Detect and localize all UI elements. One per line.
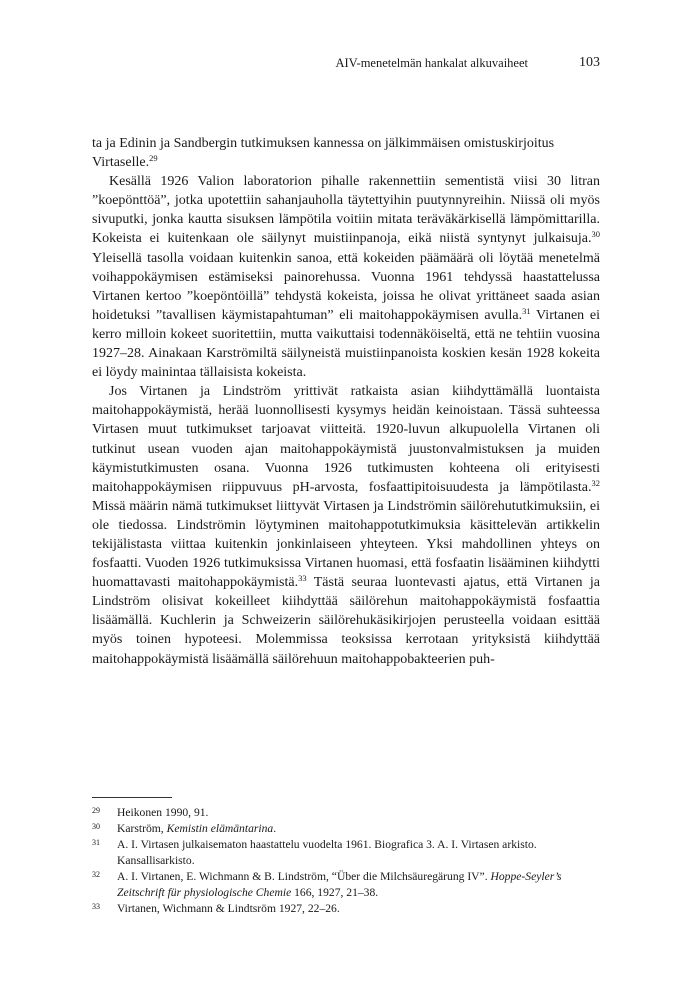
footnote <box>92 805 600 821</box>
footnote-number: 32 <box>92 870 100 879</box>
footnote <box>92 901 600 917</box>
footnote-title: Hoppe-Seyler’s Zeitschrift für physiologische Chemie <box>117 870 562 899</box>
footnote-text: Heikonen 1990, 91. <box>117 806 209 819</box>
footnote-text: Karström, <box>117 822 167 835</box>
footnote-ref: 32 <box>591 477 600 488</box>
paragraph <box>92 172 600 382</box>
footnote <box>92 821 600 837</box>
paragraph-text: Tästä seuraa luontevasti ajatus, että Virtanen ja Lindström olisivat kokeilleet kiihdyttää säilörehun maitohappokäymistä fosfaattia lisäämällä. Kuchlerin ja Schweizerin säilörehukäsikirjojen perusteella voidaan esittää myös toinen hypoteesi. Molemmissa teoksissa kerrotaan yrityksistä kiihdyttää maitohappokäymistä lisäämällä säilörehuun maitohappobakteerien puh- <box>92 575 600 667</box>
footnote-ref: 33 <box>298 573 307 584</box>
paragraph-continued <box>92 134 600 172</box>
paragraph-text: Yleisellä tasolla voidaan kuitenkin sanoa, että kokeiden päämäärä oli löytää menetelmä voihappokäymisen estämiseksi painorehussa. Vuonna 1961 tehdyssä haastattelussa Virtanen kertoo ”koepöntöillä” tehdystä kokeista, joissa he olivat yrittäneet saada asian hoidetuksi ”tavallisen käymistapahtuman” eli maitohappokäymisen avulla. <box>92 250 600 323</box>
footnote-text: A. I. Virtanen, E. Wichmann & B. Lindström, “Über die Milchsäuregärung IV”. <box>117 870 491 883</box>
page-number: 103 <box>579 55 600 70</box>
body-text <box>92 134 600 669</box>
footnote-text: Virtanen, Wichmann & Lindtsröm 1927, 22–26. <box>117 902 340 915</box>
paragraph-text: Jos Virtanen ja Lindström yrittivät ratkaista asian kiihdyttämällä luontaista maitohappokäymistä, herää luonnollisesti kysymys heidän keinoistaan. Tässä suhteessa Virtasen muut tutkimukset tarjoavat viitteitä. 1920-luvun alkupuolella Virtanen oli tutkinut usean vuoden ajan maitohappokäymistä juustonvalmistuksen ja muiden käymistutkimusten osana. Vuonna 1926 tutkimusten kohteena oli erityisesti maitohappokäymisen riippuvuus pH-arvosta, fosfaattipitoisuudesta ja lämpötilasta. <box>92 384 600 495</box>
footnote <box>92 869 600 901</box>
paragraph <box>92 382 600 668</box>
paragraph-text: Missä määrin nämä tutkimukset liittyvät Virtasen ja Lindströmin säilörehututkimuksiin, ei ole tiedossa. Lindströmin löytyminen maitohappotutkimuksia käsittelevän artikkelin tekijälistasta viittaa kuitenkin jonkinlaiseen yhteyteen. Yksi mahdollinen yhteys on fosfaatti. Vuoden 1926 tutkimuksissa Virtanen huomasi, että fosfaatin lisääminen kiihdytti huomattavasti maitohappokäymistä. <box>92 498 600 591</box>
footnote <box>92 837 600 869</box>
footnote-number: 33 <box>92 902 100 911</box>
footnote-divider <box>92 797 172 798</box>
paragraph-text: Kesällä 1926 Valion laboratorion pihalle rakennettiin sementistä viisi 30 litran ”koepönttöä”, jotka upotettiin sahanjauholla täytettyihin puutynnyreihin. Niissä oli myös sivuputki, jonka kautta sisuksen lämpötila voitiin mitata teräväkärkisellä lämpömittarilla. Kokeista ei kuitenkaan ole säilynyt muistiinpanoja, eikä niistä syntynyt julkaisuja. <box>92 174 600 247</box>
footnote-text: . <box>273 822 277 835</box>
footnote-title: Kemistin elämäntarina <box>166 822 274 835</box>
footnote-text: A. I. Virtasen julkaisematon haastattelu vuodelta 1961. Biografica 3. A. I. Virtasen arkisto. Kansallisarkisto. <box>117 838 537 867</box>
paragraph-text: Virtanen ei kerro milloin kokeet suoritettiin, mutta vaikuttaisi todennäköiseltä, että ne tehtiin vuosina 1927–28. Ainakaan Karströmiltä säilyneistä muistiinpanoista koskien kesän 1928 kokeita ei löydy mainintaa tällaisista kokeista. <box>92 307 600 381</box>
footnote-ref: 31 <box>522 305 531 316</box>
footnote-ref: 29 <box>149 153 158 164</box>
footnote-text: 166, 1927, 21–38. <box>291 886 379 899</box>
running-title: AIV-menetelmän hankalat alkuvaiheet <box>335 56 528 70</box>
footnotes <box>92 805 600 917</box>
footnote-number: 31 <box>92 838 100 847</box>
footnote-number: 30 <box>92 822 100 831</box>
paragraph-line: Virtaselle. <box>92 155 150 171</box>
paragraph-line: ta ja Edinin ja Sandbergin tutkimuksen kannessa on jälkimmäisen omistuskirjoitus <box>92 136 555 151</box>
footnote-ref: 30 <box>591 229 600 240</box>
footnote-number: 29 <box>92 806 100 815</box>
